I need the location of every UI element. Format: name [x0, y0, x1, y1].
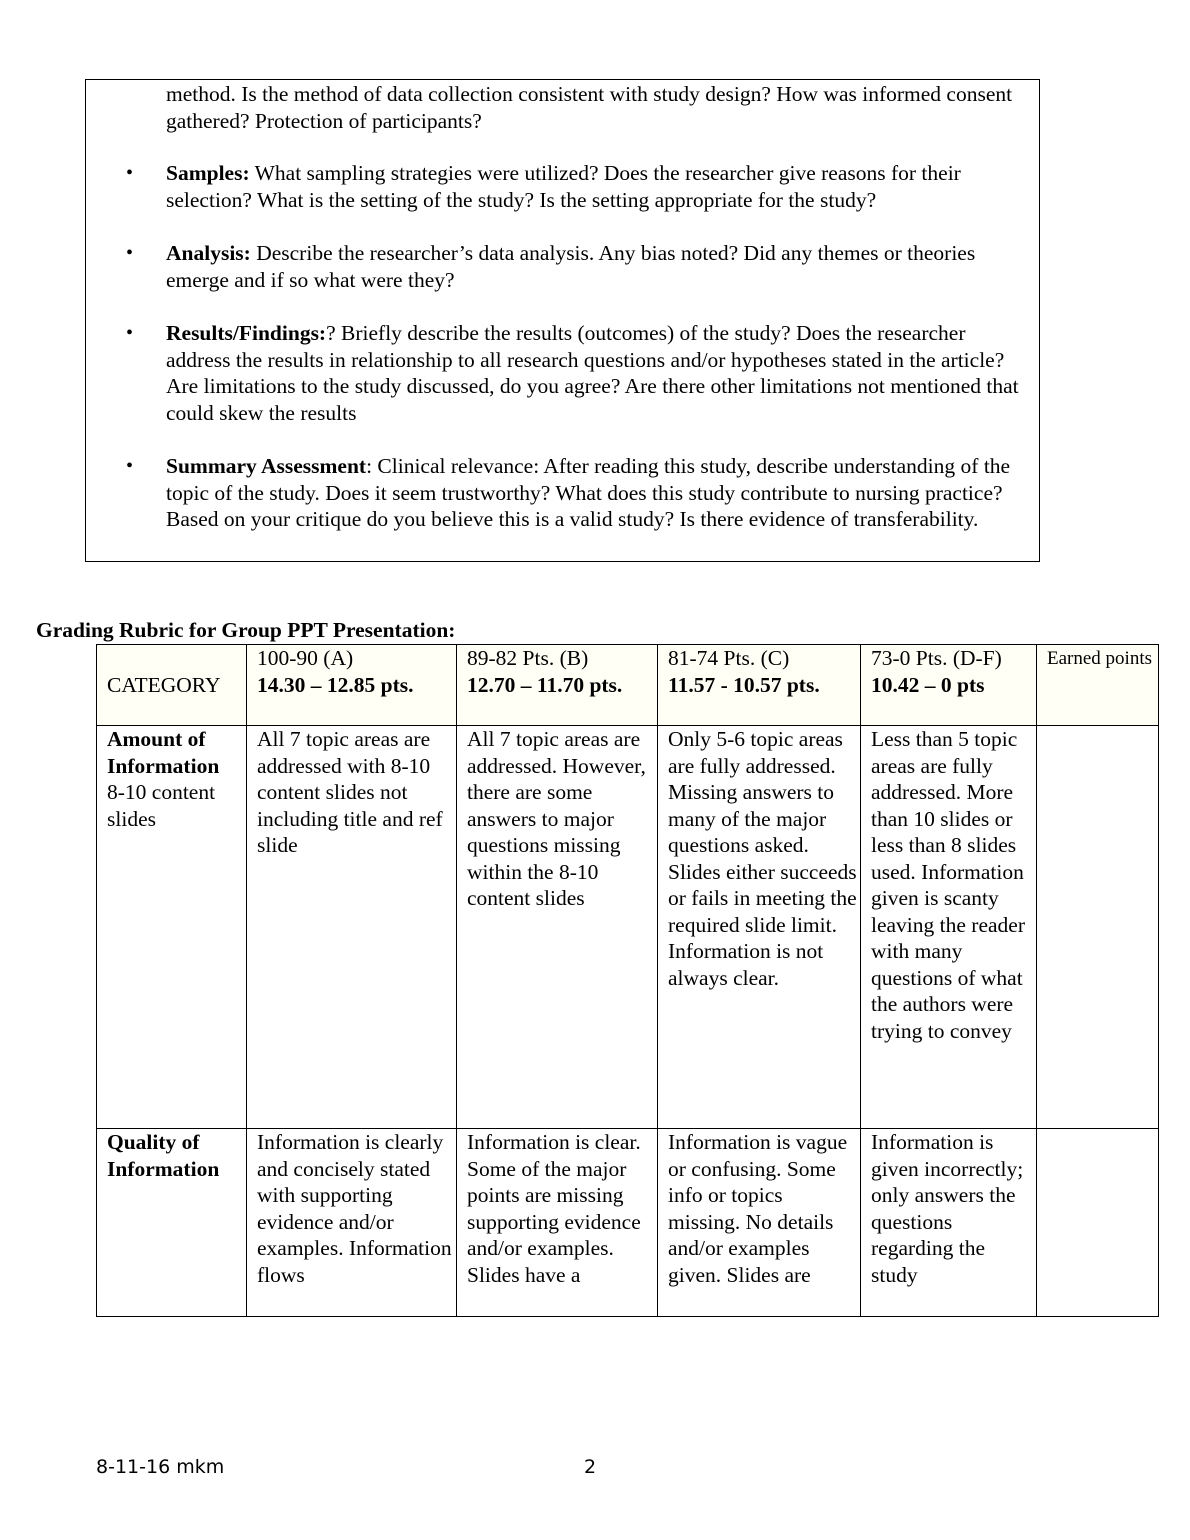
- grade-points: 10.42 – 0 pts: [871, 672, 985, 697]
- grade-range: 100-90 (A): [257, 646, 354, 670]
- criteria-label: Summary Assessment: [166, 454, 367, 478]
- table-row: [97, 1129, 1159, 1317]
- criteria-item-samples: [86, 160, 1041, 213]
- bullet-icon: •: [126, 322, 134, 344]
- rubric-cell: Information is vague or confusing. Some info or topics missing. No details and/or examples given. Slides are: [658, 1129, 861, 1317]
- grade-points: 12.70 – 11.70 pts.: [467, 672, 623, 697]
- criteria-label: Results/Findings:: [166, 321, 327, 345]
- bullet-icon: •: [126, 455, 134, 477]
- grade-header-b: [457, 645, 658, 726]
- criteria-intro-text: method. Is the method of data collection consistent with study design? How was informed consent gathered? Protection of participants?: [166, 82, 1013, 133]
- grade-range: 73-0 Pts. (D-F): [871, 646, 1002, 670]
- rubric-cell: Only 5-6 topic areas are fully addressed. Missing answers to many of the major questions asked. Slides either succeeds or fails in meeting the required slide limit. Information is not always clear.: [658, 726, 861, 1129]
- criteria-item-summary: [86, 453, 1041, 533]
- rubric-cell: All 7 topic areas are addressed with 8-10 content slides not including title and ref slide: [247, 726, 457, 1129]
- grade-range: 81-74 Pts. (C): [668, 646, 790, 670]
- category-cell: [97, 726, 247, 1129]
- criteria-label: Analysis:: [166, 241, 251, 265]
- page-number: 2: [584, 1456, 597, 1478]
- rubric-heading: Grading Rubric for Group PPT Presentation:: [36, 618, 456, 642]
- criteria-list: [86, 160, 1041, 560]
- criteria-text: Describe the researcher’s data analysis. Any bias noted? Did any themes or theories emerge and if so what were they?: [166, 241, 976, 292]
- category-title: Amount of Information: [107, 727, 220, 778]
- category-cell: [97, 1129, 247, 1317]
- criteria-text: : Clinical relevance: After reading this study, describe understanding of the topic of the study. Does it seem trustworthy? What does this study contribute to nursing practice? Based on your critique do you believe this is a valid study? Is there evidence of transferability.: [166, 454, 1011, 531]
- criteria-text: What sampling strategies were utilized? Does the researcher give reasons for their selection? What is the setting of the study? Is the setting appropriate for the study?: [166, 161, 961, 212]
- bullet-icon: •: [126, 242, 134, 264]
- rubric-header-row: [97, 645, 1159, 726]
- grade-points: 14.30 – 12.85 pts.: [257, 672, 414, 697]
- rubric-cell: Information is clear. Some of the major points are missing supporting evidence and/or examples. Slides have a: [457, 1129, 658, 1317]
- rubric-cell: Less than 5 topic areas are fully addressed. More than 10 slides or less than 8 slides used. Information given is scanty leaving the reader with many questions of what the authors were trying to convey: [861, 726, 1037, 1129]
- earned-points-header: Earned points: [1037, 645, 1159, 726]
- criteria-label: Samples:: [166, 161, 250, 185]
- rubric-table: [96, 644, 1159, 1317]
- table-row: [97, 726, 1159, 1129]
- earned-points-cell: [1037, 726, 1159, 1129]
- grade-header-c: [658, 645, 861, 726]
- rubric-cell: Information is clearly and concisely stated with supporting evidence and/or examples. Information flows: [247, 1129, 457, 1317]
- footer-date: 8-11-16 mkm: [96, 1456, 225, 1478]
- criteria-item-analysis: [86, 240, 1041, 293]
- criteria-box: [85, 79, 1040, 562]
- grade-header-a: [247, 645, 457, 726]
- grade-range: 89-82 Pts. (B): [467, 646, 589, 670]
- criteria-item-results: [86, 320, 1041, 426]
- category-title: Quality of Information: [107, 1130, 220, 1181]
- bullet-icon: •: [126, 162, 134, 184]
- category-note: 8-10 content slides: [107, 780, 216, 831]
- grade-header-d: [861, 645, 1037, 726]
- grade-points: 11.57 - 10.57 pts.: [668, 672, 820, 697]
- earned-points-cell: [1037, 1129, 1159, 1317]
- category-header: CATEGORY: [97, 645, 247, 726]
- rubric-cell: Information is given incorrectly; only answers the questions regarding the study: [861, 1129, 1037, 1317]
- rubric-cell: All 7 topic areas are addressed. However, there are some answers to major questions missing within the 8-10 content slides: [457, 726, 658, 1129]
- criteria-text: ? Briefly describe the results (outcomes) of the study? Does the researcher address the results in relationship to all research questions and/or hypotheses stated in the article? Are limitations to the study discussed, do you agree? Are there other limitations not mentioned that could skew the results: [166, 321, 1019, 425]
